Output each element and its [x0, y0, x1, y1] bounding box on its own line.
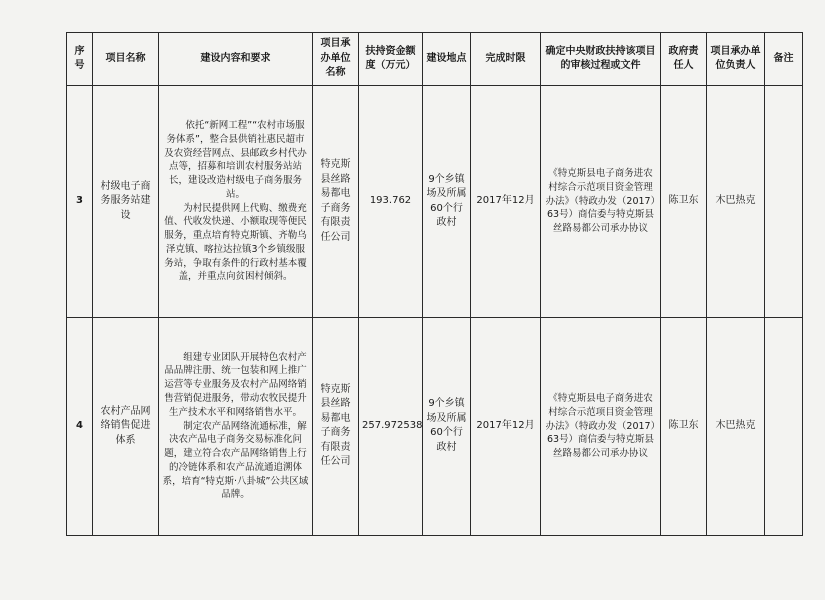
row-deadline: 2017年12月	[471, 86, 541, 317]
row-basis: 《特克斯县电子商务进农村综合示范项目资金管理办法》（特政办发（2017）63号）商信委与特克斯县丝路易都公司承办协议	[541, 86, 661, 317]
row-content-paragraph: 组建专业团队开展特色农村产品品牌注册、统一包装和网上推广运营等专业服务及农村产品网络销售营销促进服务，带动农牧民提升生产技术水平和网络销售水平。	[164, 351, 307, 418]
row-unit: 特克斯县丝路易都电子商务有限责任公司	[313, 317, 359, 535]
row-seq: 4	[67, 317, 93, 535]
header-name: 项目名称	[93, 33, 159, 86]
row-content-paragraph: 制定农产品网络流通标准，解决农产品电子商务交易标准化问题，建立符合农产品网络销售上行的冷链体系和农产品流通追溯体系，培育“特克斯·八卦城”公共区域品牌。	[162, 420, 309, 501]
header-location: 建设地点	[423, 33, 471, 86]
row-remark	[765, 317, 803, 535]
header-content: 建设内容和要求	[159, 33, 313, 86]
table-row	[67, 317, 803, 535]
row-remark	[765, 86, 803, 317]
row-unit-person: 木巴热克	[707, 317, 765, 535]
header-basis: 确定中央财政扶持该项目的审核过程或文件	[541, 33, 661, 86]
row-seq: 3	[67, 86, 93, 317]
row-location: 9个乡镇场及所属60个行政村	[423, 317, 471, 535]
row-name: 村级电子商务服务站建设	[93, 86, 159, 317]
row-gov-person: 陈卫东	[661, 317, 707, 535]
header-deadline: 完成时限	[471, 33, 541, 86]
row-content-paragraph: 依托“新网工程”“农村市场服务体系”，整合县供销社惠民超市及农资经营网点、县邮政乡村代办点等，招募和培训农村服务站站长，建设改造村级电子商务服务站。	[164, 120, 307, 200]
row-unit-person: 木巴热克	[707, 86, 765, 317]
row-location: 9个乡镇场及所属60个行政村	[423, 86, 471, 317]
header-row	[67, 33, 803, 86]
header-unit: 项目承办单位名称	[313, 33, 359, 86]
row-name: 农村产品网络销售促进体系	[93, 317, 159, 535]
row-content	[159, 317, 313, 535]
row-unit: 特克斯县丝路易都电子商务有限责任公司	[313, 86, 359, 317]
table-row	[67, 86, 803, 317]
header-seq: 序号	[67, 33, 93, 86]
row-amount: 193.762	[359, 86, 423, 317]
row-content-paragraph: 为村民提供网上代购、缴费充值、代收发快递、小额取现等便民服务，重点培育特克斯镇、齐勒乌泽克镇、喀拉达拉镇3个乡镇级服务站，争取有条件的行政村基本覆盖，并重点向贫困村倾斜。	[164, 202, 307, 283]
project-table	[66, 32, 803, 536]
row-gov-person: 陈卫东	[661, 86, 707, 317]
row-amount: 257.972538	[359, 317, 423, 535]
header-remark: 备注	[765, 33, 803, 86]
header-amount: 扶持资金额度（万元）	[359, 33, 423, 86]
row-basis: 《特克斯县电子商务进农村综合示范项目资金管理办法》（特政办发（2017）63号）商信委与特克斯县丝路易都公司承办协议	[541, 317, 661, 535]
header-gov-person: 政府责任人	[661, 33, 707, 86]
header-unit-person: 项目承办单位负责人	[707, 33, 765, 86]
row-deadline: 2017年12月	[471, 317, 541, 535]
row-content	[159, 86, 313, 317]
